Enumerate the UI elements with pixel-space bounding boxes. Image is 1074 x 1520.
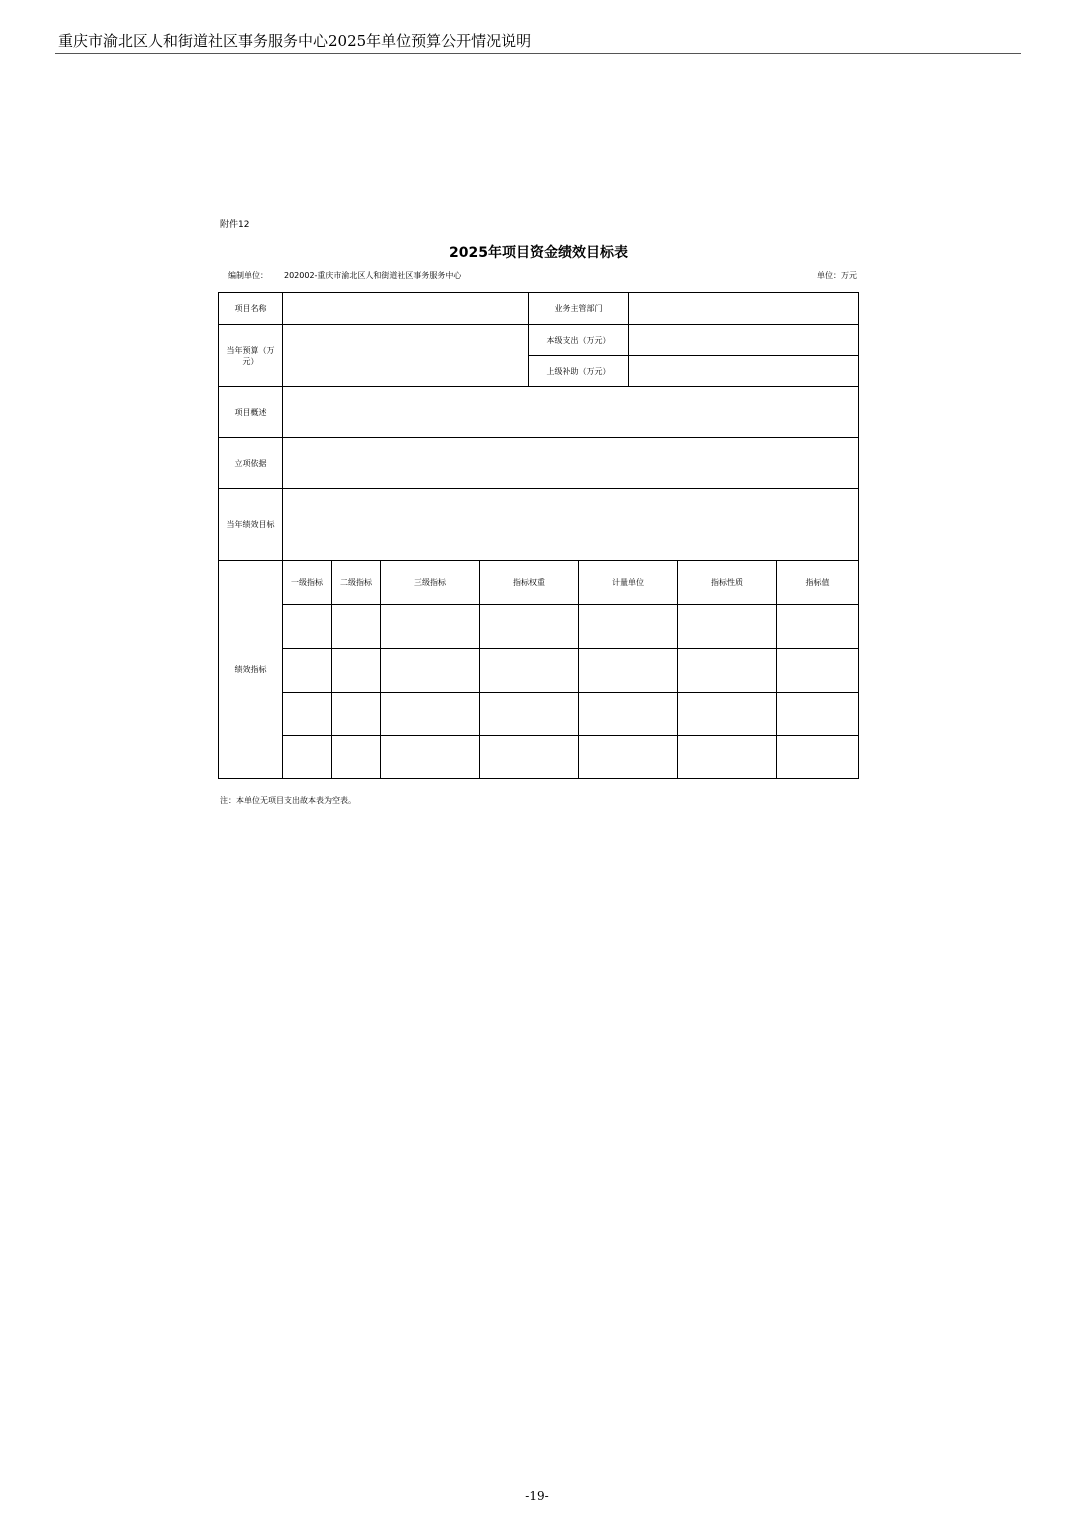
column-header: 计量单位	[578, 560, 678, 605]
overview-value	[282, 386, 859, 438]
project-name-value	[282, 292, 529, 325]
header-divider	[55, 53, 1021, 54]
basis-label: 立项依据	[218, 437, 283, 489]
table-cell	[380, 604, 480, 649]
compiler-value: 202002-重庆市渝北区人和街道社区事务服务中心	[284, 271, 462, 280]
overview-label: 项目概述	[218, 386, 283, 438]
project-name-label: 项目名称	[218, 292, 283, 325]
table-cell	[282, 648, 332, 693]
table-cell	[677, 604, 777, 649]
basis-value	[282, 437, 859, 489]
table-cell	[578, 648, 678, 693]
dept-label: 业务主管部门	[528, 292, 629, 325]
table-cell	[677, 735, 777, 779]
dept-value	[628, 292, 859, 325]
table-cell	[331, 648, 381, 693]
table-cell	[578, 692, 678, 736]
attachment-label: 附件12	[220, 220, 250, 230]
table-cell	[776, 692, 859, 736]
table-cell	[677, 692, 777, 736]
table-cell	[331, 604, 381, 649]
table-cell	[380, 735, 480, 779]
indicator-label: 绩效指标	[218, 560, 283, 779]
column-header: 指标性质	[677, 560, 777, 605]
table-cell	[776, 735, 859, 779]
budget-value	[282, 324, 529, 387]
column-header: 二级指标	[331, 560, 381, 605]
column-header: 一级指标	[282, 560, 332, 605]
table-cell	[282, 735, 332, 779]
column-header: 指标权重	[479, 560, 579, 605]
table-cell	[380, 692, 480, 736]
table-cell	[776, 648, 859, 693]
column-header: 指标值	[776, 560, 859, 605]
table-title: 2025年项目资金绩效目标表	[449, 245, 628, 261]
document-header-title: 重庆市渝北区人和街道社区事务服务中心2025年单位预算公开情况说明	[58, 32, 532, 50]
table-cell	[282, 604, 332, 649]
table-cell	[331, 735, 381, 779]
page-number: -19-	[525, 1489, 549, 1503]
column-header: 三级指标	[380, 560, 480, 605]
compiler-label: 编制单位：	[228, 271, 268, 280]
upper-subsidy-value	[628, 355, 859, 387]
unit-label: 单位：万元	[817, 271, 857, 280]
table-note: 注：本单位无项目支出故本表为空表。	[220, 796, 356, 805]
table-cell	[677, 648, 777, 693]
table-cell	[479, 604, 579, 649]
table-cell	[380, 648, 480, 693]
table-cell	[331, 692, 381, 736]
own-expense-value	[628, 324, 859, 356]
budget-label: 当年预算（万元）	[218, 324, 283, 387]
table-cell	[479, 648, 579, 693]
upper-subsidy-label: 上级补助（万元）	[528, 355, 629, 387]
table-cell	[479, 692, 579, 736]
table-cell	[578, 735, 678, 779]
table-cell	[282, 692, 332, 736]
table-cell	[578, 604, 678, 649]
table-cell	[776, 604, 859, 649]
table-cell	[479, 735, 579, 779]
goal-value	[282, 488, 859, 561]
goal-label: 当年绩效目标	[218, 488, 283, 561]
own-expense-label: 本级支出（万元）	[528, 324, 629, 356]
